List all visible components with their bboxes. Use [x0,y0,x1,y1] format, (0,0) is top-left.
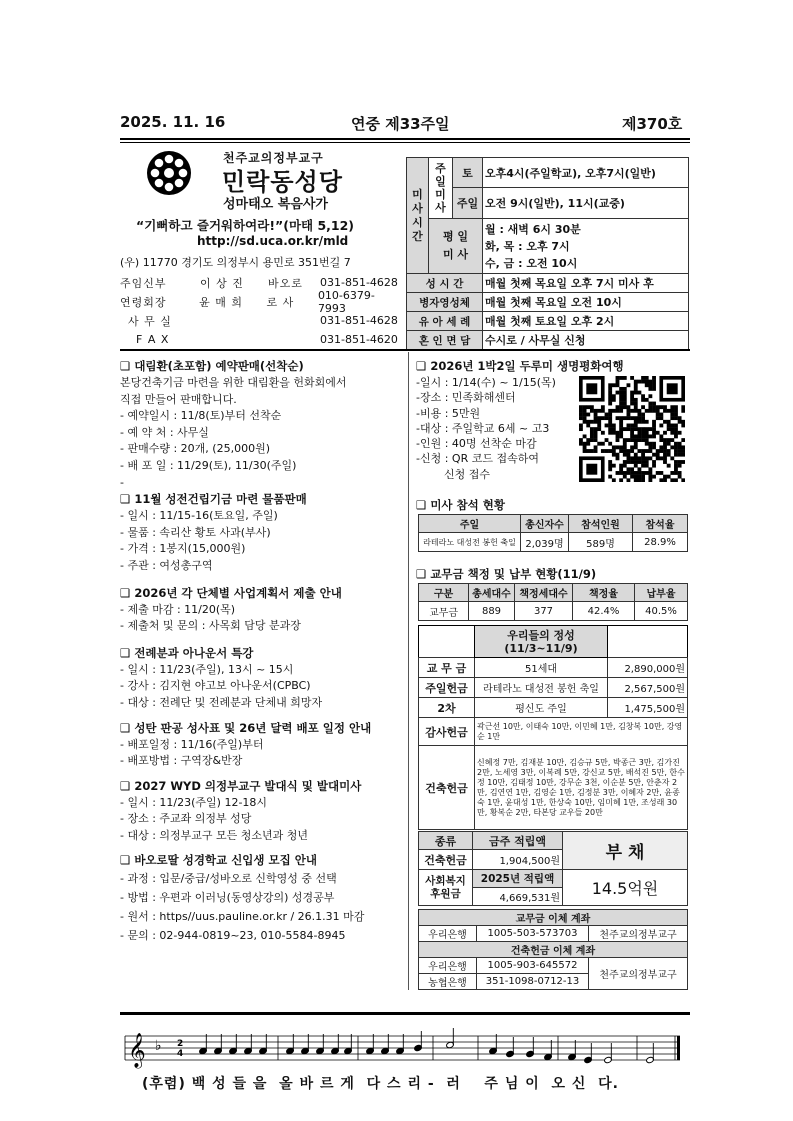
pilgrimage-line: -신청 : QR 코드 접속하여 [416,452,539,466]
pilgrimage-line: -인원 : 40명 선착순 마감 [416,437,537,451]
announcement-line: - 과정 : 입문/중급/성바오로 신학영성 중 선택 [120,872,337,886]
liturgical-week: 연중 제33주일 [351,115,450,133]
qr-code-icon[interactable] [579,376,685,482]
bank-account: 1005-503-573703 [477,926,589,942]
announcement-line: - 제출처 및 문의 : 사목회 담당 분과장 [120,619,301,633]
thanks-offering-names: 곽근선 10만, 이태숙 10만, 이민혜 1만, 김창복 10만, 강영순 1만 [475,718,688,746]
debt-amount: 14.5억원 [563,870,688,906]
weekday-time-3: 수, 금 : 오전 10시 [485,256,578,270]
attendance-header: 총신자수 [521,515,569,533]
attendance-header: 참석율 [633,515,688,533]
announcement-line: - 배 포 일 : 11/29(토), 11/30(주일) [120,458,297,472]
section-rule [120,349,690,351]
staff-row [120,330,402,349]
weekday-mass-label: 평 일 미 사 [429,219,483,274]
announcement-line: - 대상 : 전례단 및 전례분과 단체내 희망자 [120,695,323,709]
dues-cell: 40.5% [635,602,688,621]
announcement-title: ❑ 전례분과 아나운서 특강 [120,645,254,660]
announcement-title: ❑ 2026년 각 단체별 사업계획서 제출 안내 [120,585,342,600]
motto: “기뻐하고 즐거워하여라!”(마태 5,12) [136,218,355,233]
saturday-time: 오후4시(주일학교), 오후7시(일반) [483,158,689,188]
announcement-line: - 예 약 처 : 사무실 [120,425,209,439]
sunday-time: 오전 9시(일반), 11시(교중) [483,188,689,219]
dues-header: 납부율 [635,584,688,602]
offering-amount: 1,475,500원 [608,698,688,718]
sacrament-label: 유 아 세 례 [407,312,483,331]
weekday-times [483,219,689,274]
announcement-line: - 가격 : 1봉지(15,000원) [120,542,246,556]
diocese-name: 천주교의정부교구 [223,151,324,165]
bank-name: 농협은행 [419,974,477,990]
pilgrimage-title: ❑ 2026년 1박2일 두루미 생명평화여행 [416,359,624,373]
weekday-time-2: 화, 목 : 오후 7시 [485,239,570,253]
announcement-bible-school [120,852,404,945]
announcement-line: - 물품 : 속리산 황토 사과(부사) [120,525,271,539]
attendance-table [418,514,688,552]
offering-amount: 2,567,500원 [608,678,688,698]
staff-row [120,311,402,330]
thanks-offering-label: 감사헌금 [419,718,475,746]
staff-name: 이 상 진 [200,276,244,290]
staff-phone: 031-851-4628 [320,276,398,289]
mass-time-label: 미사시간 [407,158,429,274]
svg-text:𝄞: 𝄞 [128,1033,146,1068]
announcements-column [120,358,404,945]
attendance-cell: 라테라노 대성전 봉헌 축일 [419,533,521,552]
announcement-building-fund-sale [120,491,404,574]
church-logo-icon [146,150,192,196]
announcement-wyd [120,778,404,845]
debt-header: 부 채 [563,832,688,870]
staff-phone: 031-851-4620 [320,333,398,346]
music-score [120,1022,685,1072]
staff-role: F A X [136,333,170,346]
sacrament-value: 수시로 / 사무실 신청 [483,331,689,350]
announcement-announcer-lecture [120,645,404,712]
announcement-business-plan [120,585,404,635]
staff-role: 주임신부 [120,276,167,290]
pilgrimage-line: 신청 접수 [416,467,490,481]
announcement-line: - 일시 : 11/15-16(토요일, 주일) [120,509,278,523]
dues-header: 구분 [419,584,469,602]
parish-address: (우) 11770 경기도 의정부시 용민로 351번길 7 [120,256,351,269]
staff-list [120,273,402,349]
dues-header: 총세대수 [469,584,515,602]
staff-row [120,288,402,315]
announcement-line: - 판매수량 : 20개, (25,000원) [120,442,270,456]
dues-cell: 889 [469,602,515,621]
dues-table [418,583,688,621]
dues-cell: 42.4% [573,602,635,621]
attendance-header: 참석인원 [569,515,633,533]
dues-cell: 377 [515,602,573,621]
bank-name: 우리은행 [419,926,477,942]
offering-title-main: 우리들의 정성 [507,628,575,642]
announcement-title: ❑ 11월 성전건립기금 마련 물품판매 [120,492,307,507]
dues-title: ❑ 교무금 책정 및 납부 현황(11/9) [416,567,597,581]
attendance-cell: 28.9% [633,533,688,552]
sacrament-label: 병자영성체 [407,293,483,312]
parish-patron: 성마태오 복음사가 [223,197,328,212]
mass-schedule-table [406,157,689,350]
staff-phone: 031-851-4628 [320,314,398,327]
announcement-advent-wreath [120,358,404,491]
announcement-line: - [120,475,124,489]
offering-desc: 51세대 [475,658,608,678]
sacrament-value: 매월 첫째 토요일 오후 2시 [483,312,689,331]
dues-cell: 교무금 [419,602,469,621]
announcement-line: - 배포일정 : 11/16(주일)부터 [120,737,264,751]
saturday-label: 토 [453,158,483,188]
announcement-line: - 방법 : 우편과 이러닝(동영상강의) 성경공부 [120,891,335,905]
header-rule [120,138,690,140]
offering-label: 교 무 금 [419,658,475,678]
dues-header: 책정율 [573,584,635,602]
pilgrimage-line: -대상 : 주일학교 6세 ~ 고3 [416,421,550,435]
attendance-header: 주일 [419,515,521,533]
savings-table [418,831,688,906]
sacrament-label: 혼 인 면 담 [407,331,483,350]
bank-name: 우리은행 [419,958,477,974]
parish-name: 민락동성당 [222,168,343,196]
header-rule-thin [120,142,690,143]
staff-role: 연령회장 [120,295,167,309]
offering-table [418,625,688,830]
announcement-line: - 원서 : https//uus.pauline.or.kr / 26.1.31 마감 [120,910,365,924]
staff-phone: 010-6379-7993 [317,288,375,315]
account-holder: 천주교의정부교구 [589,958,688,990]
announcement-line: - 장소 : 주교좌 의정부 성당 [120,812,252,826]
staff-role: 사 무 실 [128,314,172,328]
announcement-line: - 문의 : 02-944-0819~23, 010-5584-8945 [120,929,346,943]
attendance-title: ❑ 미사 참석 현황 [416,498,505,512]
offering-label: 2차 [419,698,475,718]
offering-title [475,626,608,658]
announcement-title: ❑ 대림환(초포함) 예약판매(선착순) [120,359,304,373]
announcement-line: - 일시 : 11/23(주일), 13시 ~ 15시 [120,662,294,676]
offering-desc: 라테라노 대성전 봉헌 축일 [475,678,608,698]
building-offering-names: 신혜정 7만, 김재분 10만, 김승규 5만, 박종근 3만, 김가진 2만, 노세영 3만, 이복례 5만, 강신교 5만, 배석진 5만, 한수정 10만, 김태정 10만, 강무순 3천, 이순분 5만, 안춘자 2만, 김연연 1만, 김영순 1만, 김정분 3만, 이혜자 2만, 윤종숙 1만, 윤대성 1만, 한상숙 10만, 임미혜 1만, 조성래 30만, 황복순 2만, 타본당 교우들 20만 [475,746,688,830]
savings-week-header: 금주 적립액 [473,832,563,850]
announcement-line: - 배포방법 : 구역장&반장 [120,754,243,768]
score-rule [120,1012,690,1015]
building-account-title: 건축헌금 이체 계좌 [419,942,688,958]
building-offering-label: 건축헌금 [419,746,475,830]
attendance-cell: 2,039명 [521,533,569,552]
issue-date: 2025. 11. 16 [120,113,226,131]
dues-account-title: 교무금 이체 계좌 [419,910,688,926]
announcement-line: - 강사 : 김지현 야고보 아나운서(CPBC) [120,679,311,693]
dues-header: 책정세대수 [515,584,573,602]
sacrament-label: 성 시 간 [407,274,483,293]
bank-table [418,909,688,990]
announcement-calendar-distribution [120,720,404,770]
svg-text:4: 4 [177,1049,184,1059]
pilgrimage-line: -비용 : 5만원 [416,406,481,420]
pilgrimage-line: -장소 : 민족화해센터 [416,391,516,405]
offering-label: 주일헌금 [419,678,475,698]
announcement-line: - 일시 : 11/23(주일) 12-18시 [120,795,268,809]
offering-title-period: (11/3~11/9) [504,641,578,655]
savings-year-label: 2025년 적립액 [473,870,563,888]
savings-building-label: 건축헌금 [419,850,473,870]
announcement-title: ❑ 2027 WYD 의정부교구 발대식 및 발대미사 [120,778,362,793]
parish-url[interactable]: http://sd.uca.or.kr/mld [197,234,349,248]
sunday-mass-label: 주일미사 [429,158,453,219]
savings-welfare-amount: 4,669,531원 [473,888,563,906]
issue-number: 제370호 [622,115,683,133]
savings-welfare-label: 사회복지 후원금 [419,870,473,906]
announcement-line: - 예약일시 : 11/8(토)부터 선착순 [120,409,282,423]
attendance-cell: 589명 [569,533,633,552]
weekday-time-1: 월 : 새벽 6시 30분 [485,222,581,236]
bank-account: 351-1098-0712-13 [477,974,589,990]
hymn-lyrics: (후렴) 백 성 들 을 올 바 르 게 다 스 리 - 러 주 님 이 오 신 다. [142,1076,620,1092]
announcement-line: - 제출 마감 : 11/20(목) [120,602,236,616]
sacrament-value: 매월 첫째 목요일 오후 7시 미사 후 [483,274,689,293]
offering-desc: 평신도 주일 [475,698,608,718]
savings-kind-header: 종류 [419,832,473,850]
announcement-line: - 대상 : 의정부교구 모든 청소년과 청년 [120,828,309,842]
staff-name: 윤 매 희 [199,295,244,309]
pilgrimage-line: -일시 : 1/14(수) ~ 1/15(목) [416,376,556,389]
svg-text:♭: ♭ [155,1038,162,1054]
announcement-title: ❑ 성탄 판공 성사표 및 26년 달력 배포 일정 안내 [120,720,372,735]
announcement-line: 직접 만들어 판매합니다. [120,392,237,406]
staff-title: 바오로 [268,276,303,290]
svg-text:2: 2 [177,1039,184,1049]
announcement-title: ❑ 바오로딸 성경학교 신입생 모집 안내 [120,853,317,868]
account-holder: 천주교의정부교구 [589,926,688,942]
staff-title: 로 사 [266,295,295,309]
column-divider [408,352,409,990]
bank-account: 1005-903-645572 [477,958,589,974]
sunday-label: 주일 [453,188,483,219]
savings-building-amount: 1,904,500원 [473,850,563,870]
offering-amount: 2,890,000원 [608,658,688,678]
announcement-line: - 주관 : 여성총구역 [120,558,213,572]
sacrament-value: 매월 첫째 목요일 오전 10시 [483,293,689,312]
announcement-line: 본당건축기금 마련을 위한 대림환을 헌화회에서 [120,376,347,389]
